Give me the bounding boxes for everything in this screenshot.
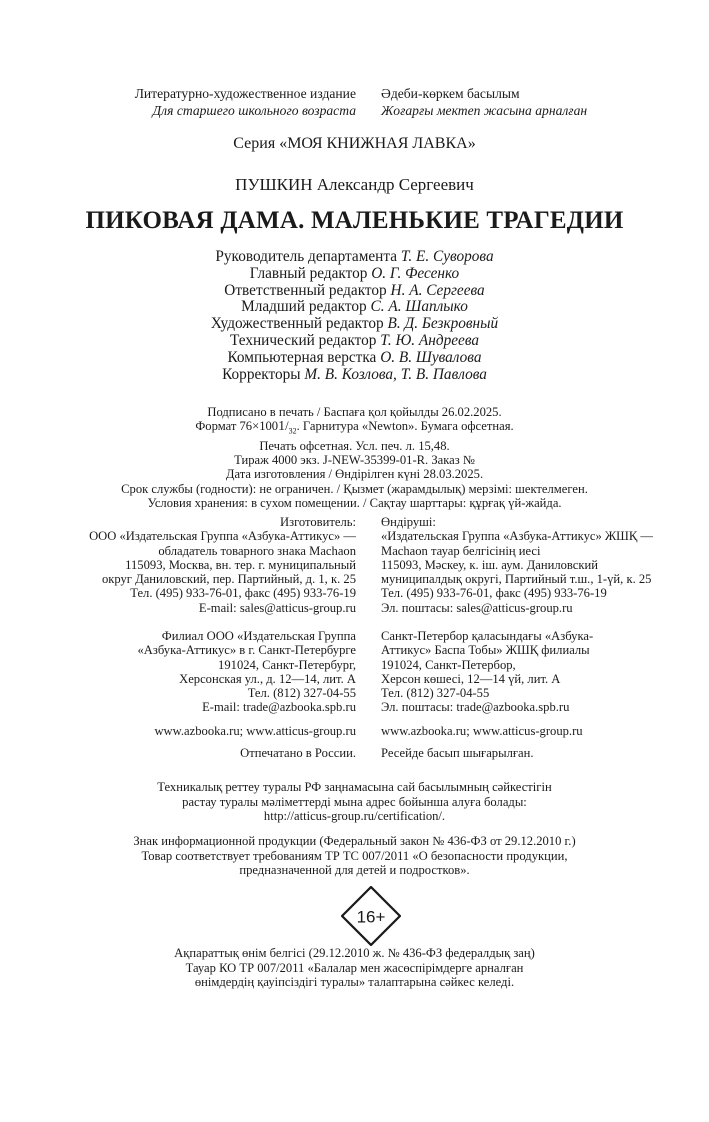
staff-name: М. В. Козлова, Т. В. Павлова xyxy=(304,365,487,383)
info-product-sign xyxy=(0,834,709,878)
staff-line xyxy=(0,249,709,266)
branch-kz-line: Санкт-Петербор қаласындағы «Азбука- xyxy=(381,629,594,643)
staff-role: Компьютерная верстка xyxy=(227,348,377,366)
manufacturer-ru-line: Тел. (495) 933-76-01, факс (495) 933-76-19 xyxy=(130,586,356,601)
branch-kz-line: Аттикус» Баспа Тобы» ЖШҚ филиалы xyxy=(381,643,590,658)
book-title: ПИКОВАЯ ДАМА. МАЛЕНЬКИЕ ТРАГЕДИИ xyxy=(85,207,624,234)
edition-type-kz xyxy=(381,85,587,119)
staff-line xyxy=(0,266,709,283)
sign-line: Знак информационной продукции (Федеральный закон № 436-ФЗ от 29.12.2010 г.) xyxy=(133,834,576,848)
branch-kz-line: Тел. (812) 327-04-55 xyxy=(381,686,490,701)
format-prefix: Формат 76×100 xyxy=(195,419,279,434)
staff-name: О. В. Шувалова xyxy=(380,348,482,366)
staff-name: С. А. Шаплыко xyxy=(370,298,468,316)
staff-credits xyxy=(0,249,709,383)
sign-line: предназначенной для детей и подростков». xyxy=(239,863,470,878)
branch-kz-line: Эл. поштасы: trade@azbooka.spb.ru xyxy=(381,700,570,715)
series-line: Серия «МОЯ КНИЖНАЯ ЛАВКА» xyxy=(233,135,476,152)
manufacturer-kz-line: Эл. поштасы: sales@atticus-group.ru xyxy=(381,600,573,615)
author-line: ПУШКИН Александр Сергеевич xyxy=(235,175,474,194)
manufacturer-ru-line: 115093, Москва, вн. тер. г. муниципальный xyxy=(125,557,356,572)
manufacturer-kz-line: Өндіруші: xyxy=(381,515,436,529)
print-line: Печать офсетная. Усл. печ. л. 15,48. xyxy=(259,438,450,453)
staff-role: Руководитель департамента xyxy=(215,248,398,265)
signed-line: Подписано в печать / Баспаға қол қойылды 26.02.2025. xyxy=(207,405,502,419)
kz-line: Ақпараттық өнім белгісі (29.12.2010 ж. № 436-ФЗ федералдық заң) xyxy=(174,946,535,960)
age-audience-kz: Жоғарғы мектеп жасына арналған xyxy=(381,103,588,118)
edition-type-kz-line: Әдеби-көркем басылым xyxy=(381,86,520,101)
manufacturer-kz-line: 115093, Мәскеу, к. іш. аум. Даниловский xyxy=(381,557,598,572)
format-num: 1 xyxy=(278,419,286,435)
branch-kz-line: Херсон көшесі, 12—14 үй, лит. А xyxy=(381,671,561,686)
manufacturer-ru-line: округ Даниловский, пер. Партийный, д. 1, к. 25 xyxy=(101,572,356,587)
format-suffix: . Гарнитура «Newton». Бумага офсетная. xyxy=(296,419,514,434)
age-audience-ru: Для старшего школьного возраста xyxy=(152,103,356,118)
branch-ru-line: Тел. (812) 327-04-55 xyxy=(247,686,356,701)
staff-line xyxy=(0,316,709,333)
staff-role: Ответственный редактор xyxy=(224,281,387,299)
staff-role: Младший редактор xyxy=(241,298,367,316)
staff-role: Художественный редактор xyxy=(210,315,384,333)
manufacturer-ru xyxy=(89,515,356,615)
manufacturer-kz-line: Тел. (495) 933-76-01, факс (495) 933-76-19 xyxy=(381,586,607,601)
branch-ru-line: 191024, Санкт-Петербург, xyxy=(218,657,356,672)
sign-line: Товар соответствует требованиям ТР ТС 007/2011 «О безопасности продукции, xyxy=(141,848,568,863)
edition-type-ru-line: Литературно-художественное издание xyxy=(134,86,356,101)
staff-name: Т. Е. Суворова xyxy=(400,248,494,265)
tech-line: растау туралы мәліметтерді мына адрес бойынша алуға болады: xyxy=(182,794,527,809)
manufacturer-ru-line: E-mail: sales@atticus-group.ru xyxy=(198,600,356,615)
manufacturer-ru-line: ООО «Издательская Группа «Азбука-Аттикус» — xyxy=(89,529,356,544)
staff-role: Корректоры xyxy=(222,365,301,383)
staff-line xyxy=(0,299,709,316)
staff-role: Главный редактор xyxy=(249,264,368,282)
info-product-kz xyxy=(0,946,709,990)
tech-regulation-kz xyxy=(0,780,709,824)
staff-role: Технический редактор xyxy=(229,331,377,349)
branch-ru-line: Филиал ООО «Издательская Группа xyxy=(161,629,356,643)
branch-ru-line: E-mail: trade@azbooka.spb.ru xyxy=(202,700,356,715)
manufacturer-kz-line: «Издательская Группа «Азбука-Аттикус» ЖШҚ — xyxy=(381,529,654,544)
print-line: Тираж 4000 экз. J-NEW-35399-01-R. Заказ № xyxy=(234,453,475,468)
edition-type-ru xyxy=(135,85,356,119)
tech-line: Техникалық реттеу туралы РФ заңнамасына сай басылымның сәйкестігін xyxy=(157,780,552,794)
age-rating-badge xyxy=(341,886,401,946)
staff-line xyxy=(0,333,709,350)
manufacturer-kz-line: Machaon тауар белгісінің иесі xyxy=(381,543,541,558)
staff-name: В. Д. Безкровный xyxy=(387,315,499,333)
printed-in-ru: Отпечатано в России. xyxy=(240,746,356,760)
kz-line: өнімдердің қауіпсіздігі туралы» талаптарына сәйкес келеді. xyxy=(194,975,515,990)
manufacturer-ru-line: Изготовитель: xyxy=(280,515,356,529)
printed-in-kz: Ресейде басып шығарылған. xyxy=(381,746,534,760)
kz-line: Тауар КО ТР 007/2011 «Балалар мен жасөспірімдерге арналған xyxy=(185,960,524,975)
staff-line xyxy=(0,350,709,367)
staff-name: Т. Ю. Андреева xyxy=(380,331,480,349)
manufacturer-ru-line: обладатель товарного знака Machaon xyxy=(158,543,356,558)
staff-name: Н. А. Сергеева xyxy=(390,281,485,299)
branch-kz-line: 191024, Санкт-Петербор, xyxy=(381,657,516,672)
staff-line xyxy=(0,367,709,384)
print-line: Срок службы (годности): не ограничен. / Қызмет (жарамдылық) мерзімі: шектелмеген. xyxy=(121,481,588,496)
print-line: Дата изготовления / Өндірілген күні 28.03.2025. xyxy=(225,467,484,482)
print-line: Условия хранения: в сухом помещении. / Сақтау шарттары: құрғақ үй-жайда. xyxy=(147,495,562,510)
branch-ru xyxy=(138,629,357,715)
print-info xyxy=(0,405,709,510)
age-rating-label: 16+ xyxy=(356,907,386,927)
websites-ru: www.azbooka.ru; www.atticus-group.ru xyxy=(154,724,356,738)
manufacturer-kz-line: муниципалдық округі, Партийный т.ш., 1-үй, к. 25 xyxy=(381,572,652,587)
staff-line xyxy=(0,283,709,300)
websites-kz: www.azbooka.ru; www.atticus-group.ru xyxy=(381,724,583,738)
format-line: Формат $76\times 1001/_{32}$. Гарнитура «Newton». Бумага офсетная. xyxy=(195,419,514,436)
tech-line: http://atticus-group.ru/certification/. xyxy=(263,809,446,824)
branch-ru-line: Херсонская ул., д. 12—14, лит. А xyxy=(179,671,356,686)
staff-name: О. Г. Фесенко xyxy=(371,264,460,282)
branch-kz xyxy=(381,629,593,715)
format-den: 32 xyxy=(288,426,297,436)
manufacturer-kz xyxy=(381,515,653,615)
branch-ru-line: «Азбука-Аттикус» в г. Санкт-Петербурге xyxy=(137,643,356,658)
